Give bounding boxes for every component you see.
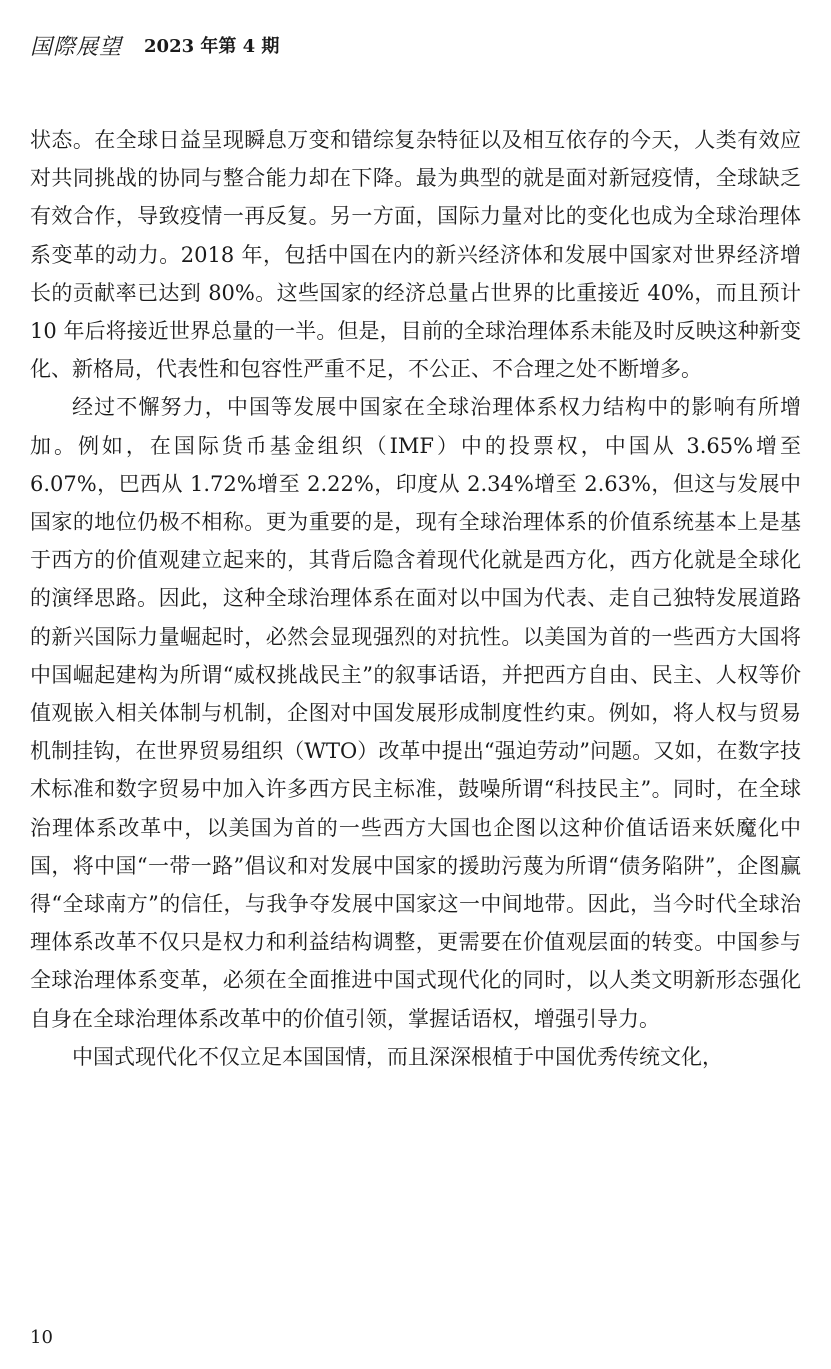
- journal-logo: 国際展望: [30, 34, 123, 60]
- issue-info: 2023 年第 4 期: [144, 36, 280, 57]
- paragraph-continued: 状态。在全球日益呈现瞬息万变和错综复杂特征以及相互依存的今天，人类有效应对共同挑战的协同与整合能力却在下降。最为典型的就是面对新冠疫情，全球缺乏有效合作，导致疫情一再反复。另一方面，国际力量对比的变化也成为全球治理体系变革的动力。2018 年，包括中国在内的新兴经济体和发展中国家对世界经济增长的贡献率已达到 80%。这些国家的经济总量占世界的比重接近 40%，而且预计 10 年后将接近世界总量的一半。但是，目前的全球治理体系未能及时反映这种新变化、新格局，代表性和包容性严重不足，不公正、不合理之处不断增多。: [30, 128, 801, 382]
- page-header: [30, 31, 279, 59]
- paragraph: 经过不懈努力，中国等发展中国家在全球治理体系权力结构中的影响有所增加。例如，在国际货币基金组织（IMF）中的投票权，中国从 3.65%增至 6.07%，巴西从 1.72%增至 2.22%，印度从 2.34%增至 2.63%，但这与发展中国家的地位仍极不相称。更为重要的是，现有全球治理体系的价值系统基本上是基于西方的价值观建立起来的，其背后隐含着现代化就是西方化，西方化就是全球化的演绎思路。因此，这种全球治理体系在面对以中国为代表、走自己独特发展道路的新兴国际力量崛起时，必然会显现强烈的对抗性。以美国为首的一些西方大国将中国崛起建构为所谓“威权挑战民主”的叙事话语，并把西方自由、民主、人权等价值观嵌入相关体制与机制，企图对中国发展形成制度性约束。例如，将人权与贸易机制挂钩，在世界贸易组织（WTO）改革中提出“强迫劳动”问题。又如，在数字技术标准和数字贸易中加入许多西方民主标准，鼓噪所谓“科技民主”。同时，在全球治理体系改革中，以美国为首的一些西方大国也企图以这种价值话语来妖魔化中国，将中国“一带一路”倡议和对发展中国家的援助污蔑为所谓“债务陷阱”，企图赢得“全球南方”的信任，与我争夺发展中国家这一中间地带。因此，当今时代全球治理体系改革不仅只是权力和利益结构调整，更需要在价值观层面的转变。中国参与全球治理体系变革，必须在全面推进中国式现代化的同时，以人类文明新形态强化自身在全球治理体系改革中的价值引领，掌握话语权，增强引导力。: [30, 395, 801, 1031]
- article-body: [30, 121, 801, 1076]
- paragraph: 中国式现代化不仅立足本国国情，而且深深根植于中国优秀传统文化，: [72, 1044, 723, 1069]
- page-number: 10: [30, 1327, 53, 1348]
